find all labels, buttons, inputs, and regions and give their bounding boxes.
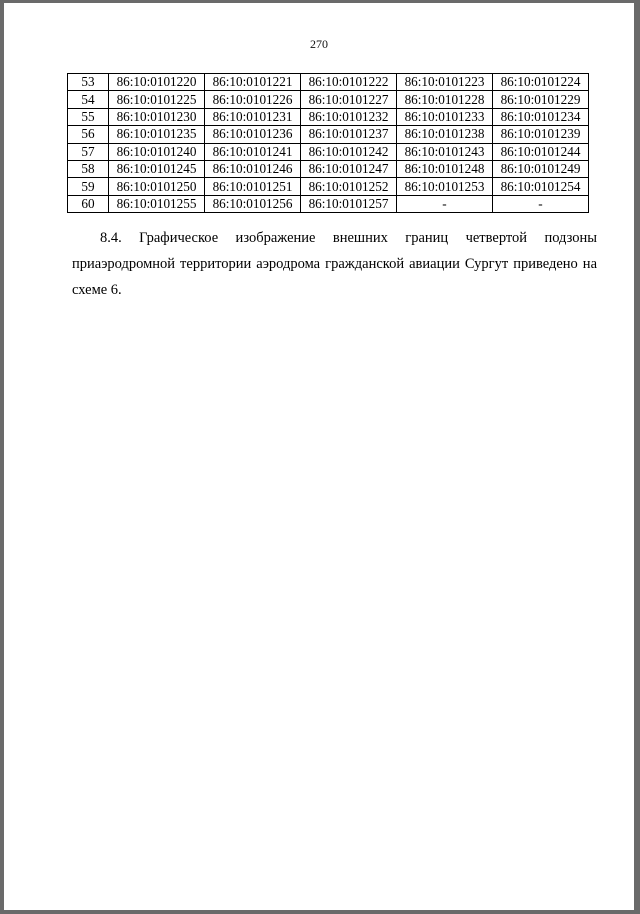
cadastral-number-cell: 86:10:0101246 bbox=[205, 160, 301, 177]
cadastral-number-cell: 86:10:0101255 bbox=[109, 195, 205, 212]
table-row bbox=[68, 108, 589, 125]
cadastral-number-cell: 86:10:0101242 bbox=[301, 143, 397, 160]
cadastral-number-cell: 86:10:0101244 bbox=[493, 143, 589, 160]
cadastral-number-cell: 86:10:0101220 bbox=[109, 74, 205, 91]
row-number-cell: 53 bbox=[68, 74, 109, 91]
table-row bbox=[68, 160, 589, 177]
cadastral-number-cell: 86:10:0101225 bbox=[109, 91, 205, 108]
row-number-cell: 59 bbox=[68, 178, 109, 195]
row-number-cell: 60 bbox=[68, 195, 109, 212]
page-number: 270 bbox=[310, 37, 328, 51]
row-number-cell: 54 bbox=[68, 91, 109, 108]
paragraph-text: 8.4. Графическое изображение внешних границ четвертой подзоны приаэродромной территории аэродрома гражданской авиации Сургут приведено на схеме 6. bbox=[72, 230, 597, 298]
cadastral-number-cell: 86:10:0101254 bbox=[493, 178, 589, 195]
cadastral-number-cell: 86:10:0101236 bbox=[205, 126, 301, 143]
table-row bbox=[68, 195, 589, 212]
cadastral-number-cell: 86:10:0101247 bbox=[301, 160, 397, 177]
row-number-cell: 56 bbox=[68, 126, 109, 143]
table-row bbox=[68, 143, 589, 160]
cadastral-number-cell: 86:10:0101230 bbox=[109, 108, 205, 125]
cadastral-number-cell: 86:10:0101253 bbox=[397, 178, 493, 195]
cadastral-number-cell: 86:10:0101239 bbox=[493, 126, 589, 143]
table-row bbox=[68, 74, 589, 91]
row-number-cell: 57 bbox=[68, 143, 109, 160]
cadastral-number-cell: 86:10:0101221 bbox=[205, 74, 301, 91]
cadastral-number-cell: 86:10:0101252 bbox=[301, 178, 397, 195]
cadastral-number-cell: 86:10:0101232 bbox=[301, 108, 397, 125]
row-number-cell: 58 bbox=[68, 160, 109, 177]
table-row bbox=[68, 91, 589, 108]
cadastral-table-body bbox=[68, 74, 589, 213]
row-number-cell: 55 bbox=[68, 108, 109, 125]
table-row bbox=[68, 126, 589, 143]
cadastral-number-cell: 86:10:0101233 bbox=[397, 108, 493, 125]
cadastral-number-cell: 86:10:0101231 bbox=[205, 108, 301, 125]
cadastral-number-cell: - bbox=[397, 195, 493, 212]
cadastral-number-cell: 86:10:0101227 bbox=[301, 91, 397, 108]
cadastral-number-cell: - bbox=[493, 195, 589, 212]
cadastral-number-cell: 86:10:0101250 bbox=[109, 178, 205, 195]
document-page bbox=[4, 3, 634, 910]
section-paragraph bbox=[72, 225, 597, 303]
cadastral-number-cell: 86:10:0101249 bbox=[493, 160, 589, 177]
cadastral-number-cell: 86:10:0101222 bbox=[301, 74, 397, 91]
cadastral-number-cell: 86:10:0101248 bbox=[397, 160, 493, 177]
cadastral-number-cell: 86:10:0101256 bbox=[205, 195, 301, 212]
cadastral-number-cell: 86:10:0101257 bbox=[301, 195, 397, 212]
cadastral-table bbox=[67, 73, 589, 213]
cadastral-number-cell: 86:10:0101251 bbox=[205, 178, 301, 195]
cadastral-number-cell: 86:10:0101226 bbox=[205, 91, 301, 108]
cadastral-number-cell: 86:10:0101243 bbox=[397, 143, 493, 160]
cadastral-number-cell: 86:10:0101229 bbox=[493, 91, 589, 108]
cadastral-number-cell: 86:10:0101238 bbox=[397, 126, 493, 143]
table-row bbox=[68, 178, 589, 195]
cadastral-number-cell: 86:10:0101234 bbox=[493, 108, 589, 125]
cadastral-number-cell: 86:10:0101237 bbox=[301, 126, 397, 143]
cadastral-number-cell: 86:10:0101240 bbox=[109, 143, 205, 160]
cadastral-number-cell: 86:10:0101228 bbox=[397, 91, 493, 108]
cadastral-number-cell: 86:10:0101241 bbox=[205, 143, 301, 160]
cadastral-number-cell: 86:10:0101224 bbox=[493, 74, 589, 91]
cadastral-number-cell: 86:10:0101245 bbox=[109, 160, 205, 177]
cadastral-number-cell: 86:10:0101235 bbox=[109, 126, 205, 143]
cadastral-number-cell: 86:10:0101223 bbox=[397, 74, 493, 91]
